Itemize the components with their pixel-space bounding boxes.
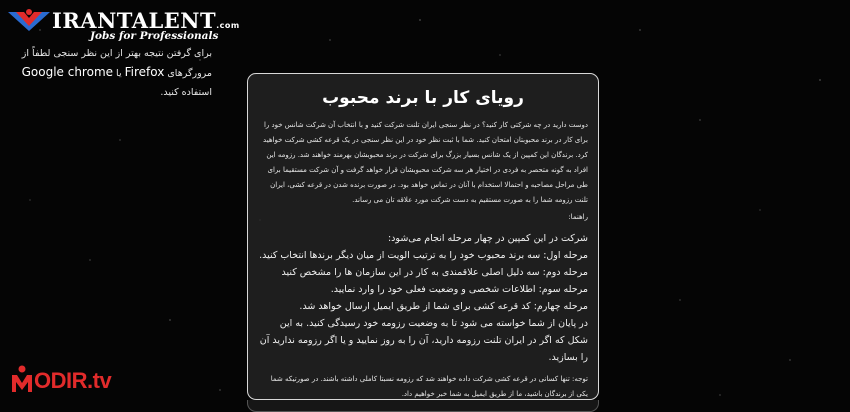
note-conjunction: یا xyxy=(116,68,122,79)
logo-domain: .com xyxy=(216,21,240,30)
guide-label: راهنما: xyxy=(568,213,588,221)
resume-instruction: در پایان از شما خواسته می شود تا به وضعیت رزومه خود رسیدگی کنید. به این شکل که اگر در ایران تلنت رزومه دارید، آن را به روز نمایید و یا اگر رزومه ندارید آن را بسازید. xyxy=(259,318,588,363)
campaign-info-panel xyxy=(247,73,599,400)
modir-watermark xyxy=(10,362,130,398)
logo-name: IRANTALENT xyxy=(52,8,217,33)
irantalent-logo[interactable] xyxy=(4,6,240,42)
panel-reflection xyxy=(247,400,599,412)
stage-4: مرحله چهارم: کد قرعه کشی برای شما از طریق ایمیل ارسال خواهد شد. xyxy=(299,301,588,312)
logo-emblem-icon xyxy=(6,8,52,32)
note-part-1: برای گرفتن نتیجه بهتر از این نظر سنجی لطفاً از مرورگرهای xyxy=(21,48,212,79)
stage-3: مرحله سوم: اطلاعات شخصی و وضعیت فعلی خود را وارد نمایید. xyxy=(330,284,588,295)
stages-heading: شرکت در این کمپین در چهار مرحله انجام می‌شود: xyxy=(387,233,588,244)
stage-1: مرحله اول: سه برند محبوب خود را به ترتیب الویت از میان دیگر برندها انتخاب کنید. xyxy=(259,250,588,261)
lottery-note: توجه: تنها کسانی در قرعه کشی شرکت داده خواهند شد که رزومه نسبتا کاملی داشته باشند. در صورتیکه شما یکی از برندگان باشید، ما از طریق ایمیل به شما خبر خواهیم داد. xyxy=(270,375,588,398)
intro-paragraph: دوست دارید در چه شرکتی کار کنید؟ در نظر سنجی ایران تلنت شرکت کنید و با انتخاب آن شرکت شانس خود را برای کار در برند محبوبتان امتحان کنید. شما با ثبت نظر خود در این نظر سنجی در یک قرعه کشی شرکت خواهید کرد. برندگان این کمپین از یک شانس بسیار بزرگ برای شرکت در برند محبوبشان بهرمند خواهند شد. رزومه این افراد به گونه متحصر به فردی در اختیار هر سه شرکت محبوبشان قرار خواهد گرفت و آن شرکت مستقیما برای طی مراحل مصاحبه و احتمالا استخدام با آنان در تماس خواهد بود. در صورت برنده شدن در قرعه کشی، ایران تلنت رزومه شما را به صورت مستقیم به دست شرکت مورد علاقه تان می رساند. xyxy=(263,121,588,204)
panel-title: رویای کار با برند محبوب xyxy=(322,88,524,108)
browser-firefox: Firefox xyxy=(124,65,165,79)
browser-recommendation-note xyxy=(4,44,212,102)
modir-m-icon xyxy=(10,364,34,394)
browser-chrome: Google chrome xyxy=(21,65,114,79)
stages-list xyxy=(258,230,588,315)
stage-2: مرحله دوم: سه دلیل اصلی علاقمندی به کار در این سازمان ها را مشخص کنید xyxy=(281,267,588,278)
modir-text: ODIR.tv xyxy=(34,368,112,393)
logo-tagline: Jobs for Professionals xyxy=(90,30,219,42)
note-part-2: استفاده کنید. xyxy=(160,87,212,98)
